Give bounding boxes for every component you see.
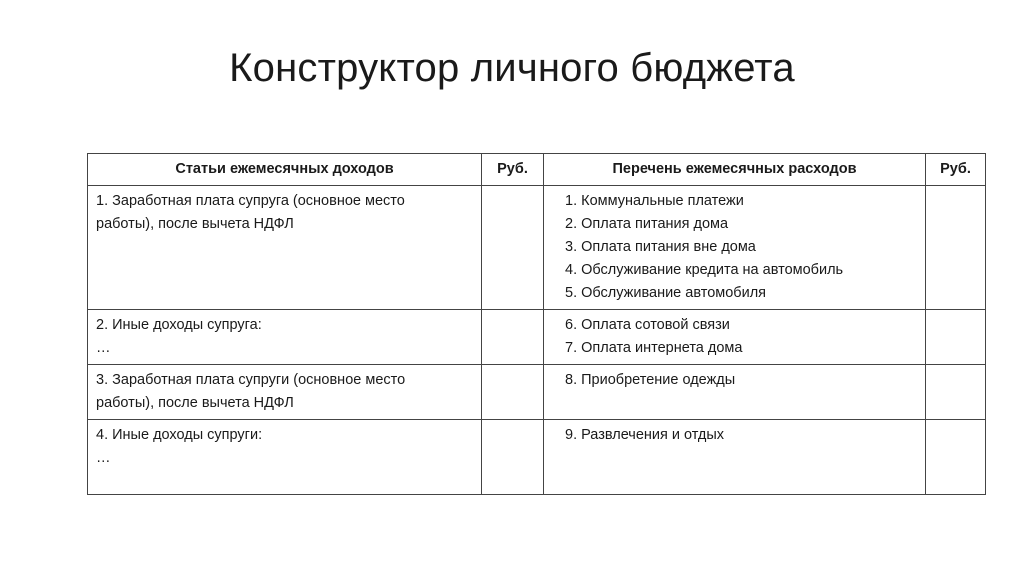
income-cell — [88, 365, 482, 420]
expense-cell — [544, 365, 926, 420]
income-cell-line: 4. Иные доходы супруги: — [96, 427, 263, 443]
table-row — [88, 365, 986, 420]
table-header-row — [88, 154, 986, 186]
income-cell — [88, 186, 482, 310]
expense-cell-line: 8. Приобретение одежды — [565, 372, 736, 388]
expense-rub-cell[interactable] — [926, 186, 986, 310]
header-income: Статьи ежемесячных доходов — [88, 154, 482, 186]
income-cell — [88, 420, 482, 495]
expense-cell — [544, 310, 926, 365]
expense-cell-line: 5. Обслуживание автомобиля — [565, 285, 767, 301]
income-cell-line: … — [96, 340, 111, 356]
income-cell-line: работы), после вычета НДФЛ — [96, 395, 294, 411]
income-cell-line: работы), после вычета НДФЛ — [96, 216, 294, 232]
expense-cell-line: 1. Коммунальные платежи — [565, 193, 744, 209]
table-row — [88, 310, 986, 365]
table-row — [88, 186, 986, 310]
income-rub-cell[interactable] — [482, 420, 544, 495]
income-cell-line: 1. Заработная плата супруга (основное место — [96, 193, 405, 209]
budget-table — [87, 153, 986, 495]
income-rub-cell[interactable] — [482, 365, 544, 420]
header-expense-rub: Руб. — [926, 154, 986, 186]
expense-cell-line: 9. Развлечения и отдых — [565, 427, 725, 443]
expense-rub-cell[interactable] — [926, 310, 986, 365]
expense-rub-cell[interactable] — [926, 420, 986, 495]
expense-cell — [544, 420, 926, 495]
header-expenses: Перечень ежемесячных расходов — [544, 154, 926, 186]
header-income-rub: Руб. — [482, 154, 544, 186]
income-cell-line: … — [96, 450, 111, 466]
income-cell-line: 3. Заработная плата супруги (основное место — [96, 372, 406, 388]
income-rub-cell[interactable] — [482, 186, 544, 310]
income-cell — [88, 310, 482, 365]
expense-cell-line: 6. Оплата сотовой связи — [565, 317, 730, 333]
slide-title: Конструктор личного бюджета — [229, 46, 795, 90]
expense-cell — [544, 186, 926, 310]
income-cell-line: 2. Иные доходы супруга: — [96, 317, 262, 333]
expense-cell-line: 4. Обслуживание кредита на автомобиль — [565, 262, 844, 278]
expense-cell-line: 3. Оплата питания вне дома — [565, 239, 756, 255]
income-rub-cell[interactable] — [482, 310, 544, 365]
expense-rub-cell[interactable] — [926, 365, 986, 420]
table-row — [88, 420, 986, 495]
expense-cell-line: 2. Оплата питания дома — [565, 216, 729, 232]
expense-cell-line: 7. Оплата интернета дома — [565, 340, 743, 356]
